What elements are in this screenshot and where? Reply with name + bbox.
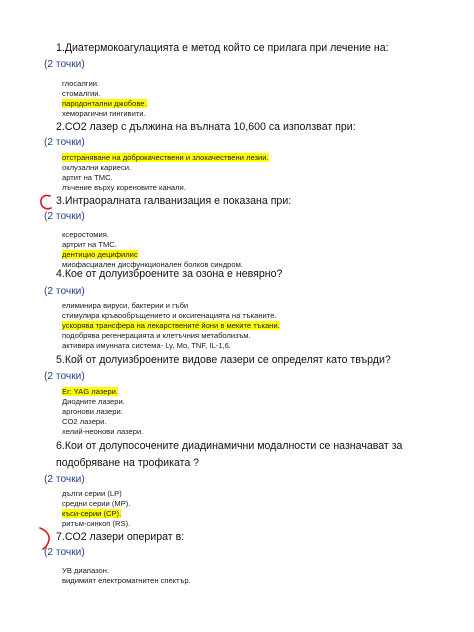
question-5-points: (2 точки)	[44, 371, 85, 382]
question-6-title: 6.Кои от долупосочените диадинамични модалности се назначават за	[56, 440, 403, 452]
question-7-option-1: УВ диапазон.	[62, 566, 110, 575]
question-1-option-2: стомалгии.	[62, 89, 101, 98]
question-4-option-1: елиминира вируси, бактерии и гъби	[62, 301, 189, 310]
question-3-option-1: ксеростомия.	[62, 230, 109, 239]
question-5-option-5: хелий-неонови лазери.	[62, 427, 144, 436]
question-6-title-continued: подобряване на трофиката ?	[56, 457, 200, 469]
question-6-option-3: къси-серии (CP).	[62, 509, 122, 518]
question-2-option-4: лъчение върху кореновите канали.	[62, 183, 186, 192]
question-6-option-1: дълги серии (LP)	[62, 489, 122, 498]
question-4-title: 4.Кое от долуизброените за озона е невярно?	[56, 268, 283, 280]
question-4-option-4: подобрява регенерацията и клетъчния метаболизъм.	[62, 331, 251, 340]
question-3-option-2: артрит на TMC.	[62, 240, 117, 249]
question-5-option-3: аргонови лазери.	[62, 407, 123, 416]
question-6-option-2: средни серии (MP).	[62, 499, 131, 508]
question-7-title: 7.CO2 лазери оперират в:	[56, 531, 185, 543]
question-3-option-3: дентицио децифилис	[62, 250, 138, 259]
question-1-option-3: пародонтални джобове.	[62, 99, 147, 108]
question-4-option-3: ускорява трансфера на лекарствените йони в меките тъкани.	[62, 321, 280, 330]
question-5-title: 5.Кой от долуизброените видове лазери се определят като твърди?	[56, 354, 391, 366]
question-5-option-1: Er: YAG лазери.	[62, 387, 119, 396]
question-6-option-4: ритъм-синкоп (RS).	[62, 519, 131, 528]
question-1-points: (2 точки)	[44, 59, 85, 70]
question-2-option-3: артит на TMC.	[62, 173, 113, 182]
question-7-option-2: видимият електромагнитен спектър.	[62, 576, 191, 585]
question-3-title: 3.Интраоралната галванизация е показана при:	[56, 195, 292, 207]
question-3-points: (2 точки)	[44, 211, 85, 222]
question-5-option-4: CO2 лазери.	[62, 417, 107, 426]
question-4-points: (2 точки)	[44, 286, 85, 297]
question-2-points: (2 точки)	[44, 137, 85, 148]
question-6-points: (2 точки)	[44, 474, 85, 485]
question-1-option-4: хеморагични гингивити.	[62, 109, 146, 118]
pen-mark-question-3	[38, 193, 54, 213]
question-1-title: 1.Диатермокоагулацията е метод който се прилага при лечение на:	[56, 42, 389, 54]
question-7-points: (2 точки)	[44, 547, 85, 558]
question-3-option-4: миофасциален дисфункционален болков синдром.	[62, 260, 243, 269]
question-4-option-5: активира имунната система- Ly, Mo, TNF, IL-1,6.	[62, 341, 231, 350]
question-5-option-2: Диодните лазери.	[62, 397, 125, 406]
question-2-title: 2.CO2 лазер с дължина на вълната 10,600 са използват при:	[56, 121, 356, 133]
question-2-option-1: отстраняване на доброкачествени и злокачествени лезии.	[62, 153, 269, 162]
question-4-option-2: стимулира кръвообръщението и оксигенацията на тъканите.	[62, 311, 277, 320]
question-2-option-2: оклузални кариеси.	[62, 163, 132, 172]
question-1-option-1: глосалгии.	[62, 79, 100, 88]
